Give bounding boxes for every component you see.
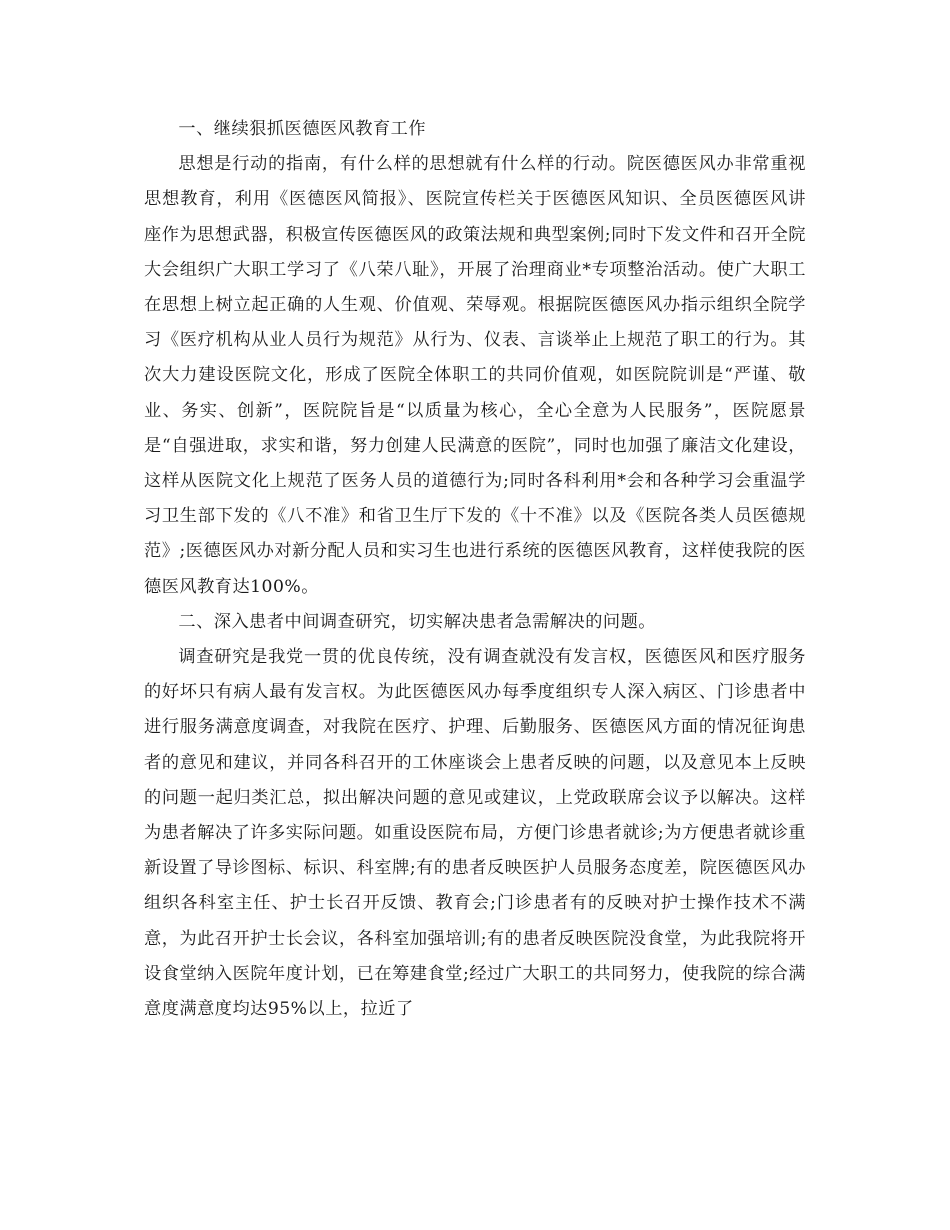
paragraph-patient-survey: 调查研究是我党一贯的优良传统，没有调查就没有发言权，医德医风和医疗服务的好坏只有病人最有发言权。为此医德医风办每季度组织专人深入病区、门诊患者中进行服务满意度调查，对我院在医疗、护理、后勤服务、医德医风方面的情况征询患者的意见和建议，并同各科召开的工休座谈会上患者反映的问题，以及意见本上反映的问题一起归类汇总，拟出解决问题的意见或建议，上党政联席会议予以解决。这样为患者解决了许多实际问题。如重设医院布局，方便门诊患者就诊;为方便患者就诊重新设置了导诊图标、标识、科室牌;有的患者反映医护人员服务态度差，院医德医风办组织各科室主任、护士长召开反馈、教育会;门诊患者有的反映对护士操作技术不满意，为此召开护士长会议，各科室加强培训;有的患者反映医院没食堂，为此我院将开设食堂纳入医院年度计划，已在筹建食堂;经过广大职工的共同努力，使我院的综合满意度满意度均达95%以上，拉近了 <box>144 647 806 1020</box>
section-heading-1: 一、继续狠抓医德医风教育工作 <box>178 119 427 139</box>
section-heading-2: 二、深入患者中间调查研究，切实解决患者急需解决的问题。 <box>178 611 656 632</box>
paragraph-ideological-education: 思想是行动的指南，有什么样的思想就有什么样的行动。院医德医风办非常重视思想教育，利用《医德医风简报》、医院宣传栏关于医德医风知识、全员医德医风讲座作为思想武器，积极宣传医德医风的政策法规和典型案例;同时下发文件和召开全院大会组织广大职工学习了《八荣八耻》，开展了治理商业*专项整治活动。使广大职工在思想上树立起正确的人生观、价值观、荣辱观。根据院医德医风办指示组织全院学习《医疗机构从业人员行为规范》从行为、仪表、言谈举止上规范了职工的行为。其次大力建设医院文化，形成了医院全体职工的共同价值观，如医院院训是“严谨、敬业、务实、创新”，医院院旨是“以质量为核心，全心全意为人民服务”，医院愿景是“自强进取，求实和谐，努力创建人民满意的医院”，同时也加强了廉洁文化建设，这样从医院文化上规范了医务人员的道德行为;同时各科利用*会和各种学习会重温学习卫生部下发的《八不准》和省卫生厅下发的《十不准》以及《医院各类人员医德规范》;医德医风办对新分配人员和实习生也进行系统的医德医风教育，这样使我院的医德医风教育达100%。 <box>144 154 806 597</box>
document-body <box>144 112 806 1027</box>
